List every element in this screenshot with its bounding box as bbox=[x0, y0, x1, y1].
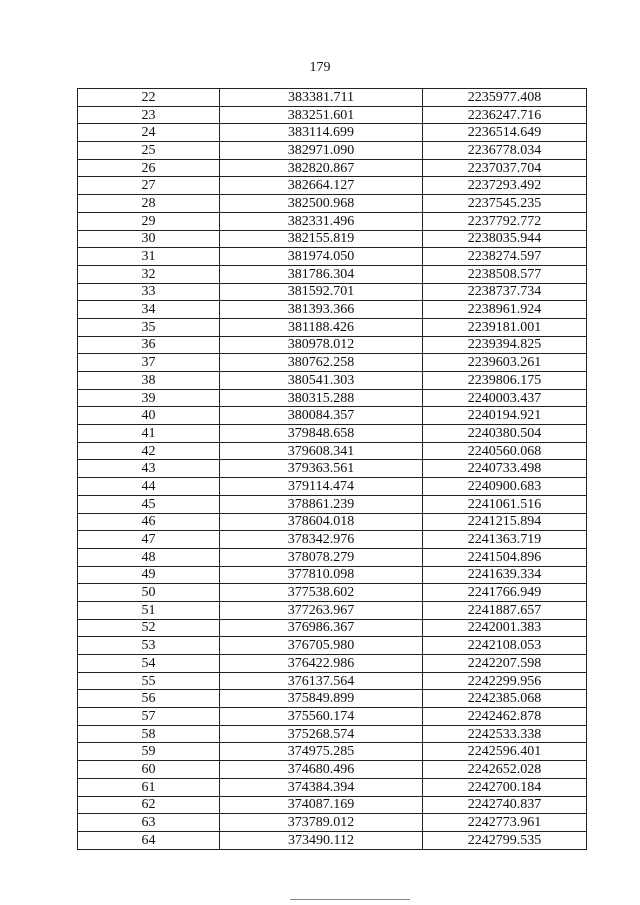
x-coordinate-cell: 377538.602 bbox=[220, 584, 423, 602]
page-number: 179 bbox=[309, 60, 331, 75]
y-coordinate-cell: 2240003.437 bbox=[423, 389, 587, 407]
x-coordinate-cell: 382971.090 bbox=[220, 142, 423, 160]
point-number-cell: 36 bbox=[78, 336, 220, 354]
y-coordinate-cell: 2236778.034 bbox=[423, 142, 587, 160]
point-number-cell: 34 bbox=[78, 301, 220, 319]
x-coordinate-cell: 377263.967 bbox=[220, 601, 423, 619]
y-coordinate-cell: 2237792.772 bbox=[423, 212, 587, 230]
point-number-cell: 27 bbox=[78, 177, 220, 195]
x-coordinate-cell: 381974.050 bbox=[220, 248, 423, 266]
x-coordinate-cell: 378078.279 bbox=[220, 548, 423, 566]
coordinates-table-body bbox=[78, 89, 587, 850]
point-number-cell: 45 bbox=[78, 495, 220, 513]
x-coordinate-cell: 383251.601 bbox=[220, 106, 423, 124]
y-coordinate-cell: 2241215.894 bbox=[423, 513, 587, 531]
table-row bbox=[78, 708, 587, 726]
table-row bbox=[78, 725, 587, 743]
point-number-cell: 40 bbox=[78, 407, 220, 425]
point-number-cell: 58 bbox=[78, 725, 220, 743]
y-coordinate-cell: 2237545.235 bbox=[423, 195, 587, 213]
x-coordinate-cell: 379114.474 bbox=[220, 478, 423, 496]
x-coordinate-cell: 382664.127 bbox=[220, 177, 423, 195]
table-row bbox=[78, 195, 587, 213]
y-coordinate-cell: 2240194.921 bbox=[423, 407, 587, 425]
x-coordinate-cell: 374087.169 bbox=[220, 796, 423, 814]
x-coordinate-cell: 376137.564 bbox=[220, 672, 423, 690]
point-number-cell: 54 bbox=[78, 655, 220, 673]
y-coordinate-cell: 2239603.261 bbox=[423, 354, 587, 372]
table-row bbox=[78, 548, 587, 566]
x-coordinate-cell: 374680.496 bbox=[220, 761, 423, 779]
table-row bbox=[78, 336, 587, 354]
y-coordinate-cell: 2238508.577 bbox=[423, 265, 587, 283]
point-number-cell: 50 bbox=[78, 584, 220, 602]
table-row bbox=[78, 761, 587, 779]
y-coordinate-cell: 2242700.184 bbox=[423, 778, 587, 796]
table-row bbox=[78, 301, 587, 319]
table-row bbox=[78, 230, 587, 248]
y-coordinate-cell: 2236514.649 bbox=[423, 124, 587, 142]
table-row bbox=[78, 778, 587, 796]
bottom-divider bbox=[290, 899, 410, 900]
x-coordinate-cell: 378604.018 bbox=[220, 513, 423, 531]
y-coordinate-cell: 2239394.825 bbox=[423, 336, 587, 354]
point-number-cell: 30 bbox=[78, 230, 220, 248]
y-coordinate-cell: 2242207.598 bbox=[423, 655, 587, 673]
table-row bbox=[78, 831, 587, 849]
point-number-cell: 23 bbox=[78, 106, 220, 124]
x-coordinate-cell: 377810.098 bbox=[220, 566, 423, 584]
point-number-cell: 62 bbox=[78, 796, 220, 814]
y-coordinate-cell: 2239181.001 bbox=[423, 318, 587, 336]
x-coordinate-cell: 383381.711 bbox=[220, 89, 423, 107]
point-number-cell: 57 bbox=[78, 708, 220, 726]
y-coordinate-cell: 2240560.068 bbox=[423, 442, 587, 460]
point-number-cell: 46 bbox=[78, 513, 220, 531]
x-coordinate-cell: 382155.819 bbox=[220, 230, 423, 248]
y-coordinate-cell: 2238961.924 bbox=[423, 301, 587, 319]
table-row bbox=[78, 159, 587, 177]
x-coordinate-cell: 380978.012 bbox=[220, 336, 423, 354]
x-coordinate-cell: 382331.496 bbox=[220, 212, 423, 230]
y-coordinate-cell: 2241766.949 bbox=[423, 584, 587, 602]
y-coordinate-cell: 2242799.535 bbox=[423, 831, 587, 849]
table-row bbox=[78, 672, 587, 690]
table-row bbox=[78, 89, 587, 107]
x-coordinate-cell: 381786.304 bbox=[220, 265, 423, 283]
table-row bbox=[78, 460, 587, 478]
x-coordinate-cell: 374384.394 bbox=[220, 778, 423, 796]
y-coordinate-cell: 2241887.657 bbox=[423, 601, 587, 619]
y-coordinate-cell: 2241061.516 bbox=[423, 495, 587, 513]
table-row bbox=[78, 619, 587, 637]
y-coordinate-cell: 2241639.334 bbox=[423, 566, 587, 584]
table-row bbox=[78, 106, 587, 124]
point-number-cell: 61 bbox=[78, 778, 220, 796]
y-coordinate-cell: 2238737.734 bbox=[423, 283, 587, 301]
x-coordinate-cell: 373490.112 bbox=[220, 831, 423, 849]
coordinates-table bbox=[77, 88, 587, 850]
y-coordinate-cell: 2242740.837 bbox=[423, 796, 587, 814]
table-row bbox=[78, 442, 587, 460]
x-coordinate-cell: 376986.367 bbox=[220, 619, 423, 637]
x-coordinate-cell: 375268.574 bbox=[220, 725, 423, 743]
table-row bbox=[78, 212, 587, 230]
table-row bbox=[78, 318, 587, 336]
y-coordinate-cell: 2242773.961 bbox=[423, 814, 587, 832]
table-row bbox=[78, 407, 587, 425]
x-coordinate-cell: 378861.239 bbox=[220, 495, 423, 513]
point-number-cell: 39 bbox=[78, 389, 220, 407]
x-coordinate-cell: 379848.658 bbox=[220, 425, 423, 443]
x-coordinate-cell: 373789.012 bbox=[220, 814, 423, 832]
point-number-cell: 41 bbox=[78, 425, 220, 443]
x-coordinate-cell: 382500.968 bbox=[220, 195, 423, 213]
point-number-cell: 55 bbox=[78, 672, 220, 690]
y-coordinate-cell: 2242652.028 bbox=[423, 761, 587, 779]
table-row bbox=[78, 389, 587, 407]
point-number-cell: 31 bbox=[78, 248, 220, 266]
y-coordinate-cell: 2241504.896 bbox=[423, 548, 587, 566]
x-coordinate-cell: 382820.867 bbox=[220, 159, 423, 177]
y-coordinate-cell: 2242108.053 bbox=[423, 637, 587, 655]
point-number-cell: 48 bbox=[78, 548, 220, 566]
y-coordinate-cell: 2239806.175 bbox=[423, 372, 587, 390]
point-number-cell: 53 bbox=[78, 637, 220, 655]
table-row bbox=[78, 478, 587, 496]
point-number-cell: 26 bbox=[78, 159, 220, 177]
x-coordinate-cell: 383114.699 bbox=[220, 124, 423, 142]
point-number-cell: 49 bbox=[78, 566, 220, 584]
table-row bbox=[78, 513, 587, 531]
table-row bbox=[78, 265, 587, 283]
y-coordinate-cell: 2241363.719 bbox=[423, 531, 587, 549]
x-coordinate-cell: 375560.174 bbox=[220, 708, 423, 726]
table-row bbox=[78, 566, 587, 584]
point-number-cell: 47 bbox=[78, 531, 220, 549]
table-row bbox=[78, 372, 587, 390]
y-coordinate-cell: 2237293.492 bbox=[423, 177, 587, 195]
table-row bbox=[78, 743, 587, 761]
table-row bbox=[78, 796, 587, 814]
point-number-cell: 59 bbox=[78, 743, 220, 761]
table-row bbox=[78, 283, 587, 301]
x-coordinate-cell: 379363.561 bbox=[220, 460, 423, 478]
y-coordinate-cell: 2238274.597 bbox=[423, 248, 587, 266]
x-coordinate-cell: 380762.258 bbox=[220, 354, 423, 372]
x-coordinate-cell: 380084.357 bbox=[220, 407, 423, 425]
x-coordinate-cell: 380315.288 bbox=[220, 389, 423, 407]
point-number-cell: 43 bbox=[78, 460, 220, 478]
table-row bbox=[78, 814, 587, 832]
table-row bbox=[78, 142, 587, 160]
point-number-cell: 51 bbox=[78, 601, 220, 619]
table-row bbox=[78, 177, 587, 195]
table-row bbox=[78, 354, 587, 372]
point-number-cell: 52 bbox=[78, 619, 220, 637]
x-coordinate-cell: 379608.341 bbox=[220, 442, 423, 460]
point-number-cell: 42 bbox=[78, 442, 220, 460]
point-number-cell: 64 bbox=[78, 831, 220, 849]
x-coordinate-cell: 381592.701 bbox=[220, 283, 423, 301]
point-number-cell: 25 bbox=[78, 142, 220, 160]
y-coordinate-cell: 2236247.716 bbox=[423, 106, 587, 124]
x-coordinate-cell: 380541.303 bbox=[220, 372, 423, 390]
table-row bbox=[78, 248, 587, 266]
x-coordinate-cell: 376422.986 bbox=[220, 655, 423, 673]
table-row bbox=[78, 601, 587, 619]
table-row bbox=[78, 531, 587, 549]
point-number-cell: 37 bbox=[78, 354, 220, 372]
x-coordinate-cell: 375849.899 bbox=[220, 690, 423, 708]
y-coordinate-cell: 2240900.683 bbox=[423, 478, 587, 496]
y-coordinate-cell: 2238035.944 bbox=[423, 230, 587, 248]
table-row bbox=[78, 655, 587, 673]
point-number-cell: 60 bbox=[78, 761, 220, 779]
point-number-cell: 29 bbox=[78, 212, 220, 230]
point-number-cell: 32 bbox=[78, 265, 220, 283]
y-coordinate-cell: 2235977.408 bbox=[423, 89, 587, 107]
point-number-cell: 24 bbox=[78, 124, 220, 142]
y-coordinate-cell: 2242533.338 bbox=[423, 725, 587, 743]
y-coordinate-cell: 2240380.504 bbox=[423, 425, 587, 443]
table-row bbox=[78, 690, 587, 708]
table-row bbox=[78, 584, 587, 602]
y-coordinate-cell: 2242001.383 bbox=[423, 619, 587, 637]
point-number-cell: 38 bbox=[78, 372, 220, 390]
point-number-cell: 44 bbox=[78, 478, 220, 496]
x-coordinate-cell: 381393.366 bbox=[220, 301, 423, 319]
y-coordinate-cell: 2242596.401 bbox=[423, 743, 587, 761]
x-coordinate-cell: 378342.976 bbox=[220, 531, 423, 549]
y-coordinate-cell: 2237037.704 bbox=[423, 159, 587, 177]
point-number-cell: 33 bbox=[78, 283, 220, 301]
point-number-cell: 22 bbox=[78, 89, 220, 107]
y-coordinate-cell: 2242462.878 bbox=[423, 708, 587, 726]
table-row bbox=[78, 495, 587, 513]
point-number-cell: 63 bbox=[78, 814, 220, 832]
x-coordinate-cell: 381188.426 bbox=[220, 318, 423, 336]
x-coordinate-cell: 374975.285 bbox=[220, 743, 423, 761]
x-coordinate-cell: 376705.980 bbox=[220, 637, 423, 655]
table-row bbox=[78, 124, 587, 142]
point-number-cell: 35 bbox=[78, 318, 220, 336]
y-coordinate-cell: 2242385.068 bbox=[423, 690, 587, 708]
table-row bbox=[78, 425, 587, 443]
y-coordinate-cell: 2240733.498 bbox=[423, 460, 587, 478]
point-number-cell: 56 bbox=[78, 690, 220, 708]
y-coordinate-cell: 2242299.956 bbox=[423, 672, 587, 690]
point-number-cell: 28 bbox=[78, 195, 220, 213]
table-row bbox=[78, 637, 587, 655]
